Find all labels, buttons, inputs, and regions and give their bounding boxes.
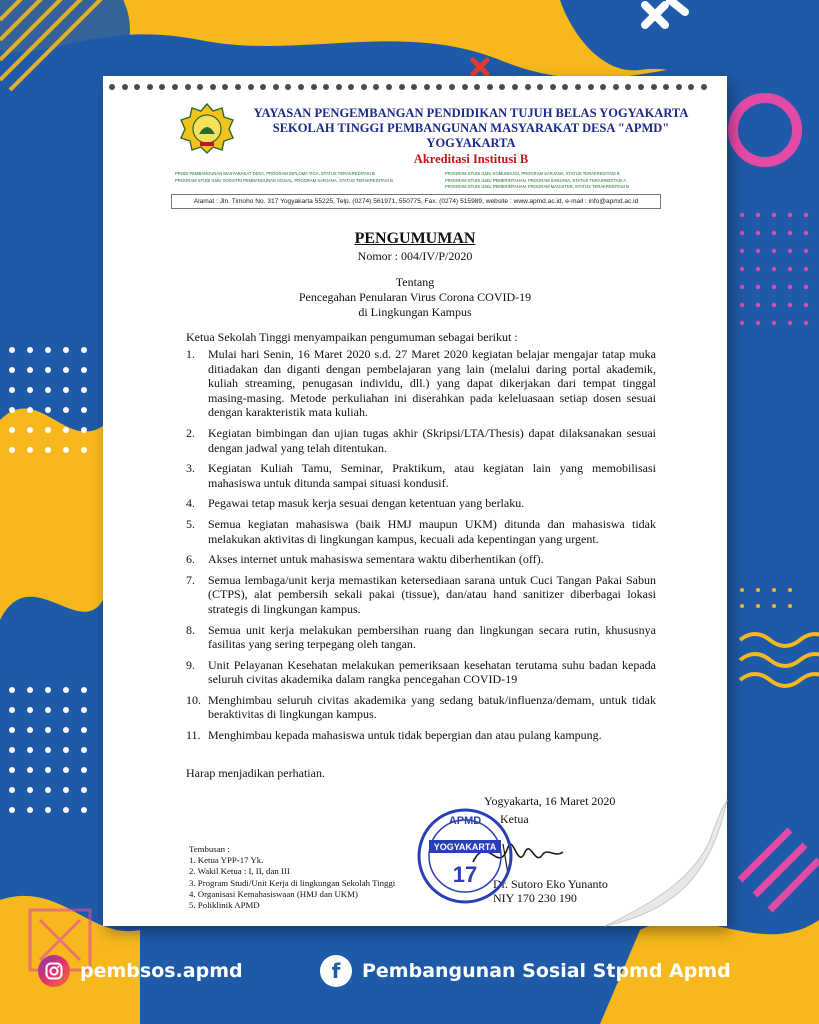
binder-ring: [562, 84, 568, 90]
cc-list: [189, 844, 395, 911]
binder-ring: [361, 84, 367, 90]
list-item: 11. Menghimbau kepada mahasiswa untuk tidak bepergian dan atau pulang kampung.: [186, 728, 602, 743]
binder-ring: [613, 84, 619, 90]
binder-ring: [499, 84, 505, 90]
svg-text:YOGYAKARTA: YOGYAKARTA: [433, 842, 497, 852]
binder-ring: [109, 84, 115, 90]
binder-ring: [625, 84, 631, 90]
binder-ring: [575, 84, 581, 90]
school-name: SEKOLAH TINGGI PEMBANGUNAN MASYARAKAT DESA "APMD": [272, 121, 670, 135]
binder-ring: [147, 84, 153, 90]
instagram-icon: [38, 955, 70, 987]
program-item: PROGRAM STUDI ILMU SOSIATRI PEMBANGUNAN SOSIAL, PROGRAM SARJANA, STATUS TERAKREDITASI B: [175, 177, 393, 183]
program-item: PROGRAM STUDI ILMU PEMERINTAHAN, PROGRAM SARJANA, STATUS TERAKREDITASI A: [445, 177, 627, 183]
cc-label: Tembusan :: [189, 844, 230, 854]
binder-ring: [512, 84, 518, 90]
binder-ring: [386, 84, 392, 90]
binder-ring: [424, 84, 430, 90]
binder-ring: [663, 84, 669, 90]
closing-text: Harap menjadikan perhatian.: [186, 766, 325, 780]
about-line-1: Pencegahan Penularan Virus Corona COVID-19: [298, 290, 532, 304]
binder-ring: [588, 84, 594, 90]
svg-text:APMD: APMD: [448, 815, 482, 827]
binder-ring: [172, 84, 178, 90]
program-item: PRODI PEMBANGUNAN MASYARAKAT DESA, PROGRAM DIPLOMA TIGA, STATUS TERAKREDITASI B: [175, 171, 375, 176]
binder-ring: [638, 84, 644, 90]
binder-ring: [676, 84, 682, 90]
cc-item: 4. Organisasi Kemahasiswaan (HMJ dan UKM): [189, 888, 358, 899]
list-item: 10. Menghimbau seluruh civitas akademika yang sedang batuk/influenza/demam, untuk tidak beraktivitas di lingkungan kampus.: [186, 692, 656, 722]
binder-ring: [159, 84, 165, 90]
program-item: PROGRAM STUDI ILMU PEMERINTAHAN, PROGRAM MAGISTER, STATUS TERAKREDITASI B: [445, 184, 629, 189]
binder-ring: [285, 84, 291, 90]
official-stamp: [415, 806, 515, 906]
announcement-list: [186, 347, 656, 749]
accreditation: Akreditasi Institusi B: [413, 152, 529, 166]
list-item: 1. Mulai hari Senin, 16 Maret 2020 s.d. 27 Maret 2020 kegiatan belajar mengajar tatap muka ditiadakan dan diganti dengan pembelajaran yang lain (melalui daring portal akademik, kuliah streaming, penugasan individu, dll.) yang dapat dikerjakan dari tempat tinggal masing-masing. Metode perkuliahan ini diserahkan pada keleluasaan setiap dosen sesuai dengan karakteristik mata kuliah.: [186, 347, 656, 420]
binder-ring: [134, 84, 140, 90]
binder-ring: [323, 84, 329, 90]
binder-ring: [273, 84, 279, 90]
binder-ring: [474, 84, 480, 90]
signer-nip: NIY 170 230 190: [493, 891, 577, 905]
signer-name: Dr. Sutoro Eko Yunanto: [493, 877, 608, 891]
apmd-logo: [178, 102, 236, 154]
binder-ring: [701, 84, 707, 90]
binder-ring: [210, 84, 216, 90]
binder-ring: [298, 84, 304, 90]
document-number: Nomor : 004/IV/P/2020: [357, 249, 473, 263]
binder-ring: [185, 84, 191, 90]
binder-ring: [399, 84, 405, 90]
list-item: 8. Semua unit kerja melakukan pembersihan ruang dan lingkungan secara rutin, khususnya fasilitas yang sering terpegang oleh tangan.: [186, 622, 656, 652]
document-title: PENGUMUMAN: [354, 230, 476, 247]
binder-ring: [436, 84, 442, 90]
cc-item: 1. Ketua YPP-17 Yk.: [189, 855, 264, 866]
binder-ring: [348, 84, 354, 90]
binder-ring: [248, 84, 254, 90]
position-title: Ketua: [500, 812, 529, 826]
place-date: Yogyakarta, 16 Maret 2020: [484, 794, 616, 808]
binder-ring: [373, 84, 379, 90]
cc-item: 3. Program Studi/Unit Kerja di lingkungan Sekolah Tinggi: [189, 877, 396, 888]
binder-ring: [525, 84, 531, 90]
cc-item: 5. Poliklinik APMD: [189, 900, 260, 911]
about-line-2: di Lingkungan Kampus: [358, 305, 472, 319]
list-item: 3. Kegiatan Kuliah Tamu, Seminar, Praktikum, atau kegiatan lain yang memobilisasi mahasiswa untuk ditunda sampai situasi kondusif.: [186, 461, 656, 490]
binder-ring: [651, 84, 657, 90]
binder-ring: [235, 84, 241, 90]
list-item: 4. Pegawai tetap masuk kerja sesuai dengan ketentuan yang berlaku.: [186, 496, 525, 511]
intro-text: Ketua Sekolah Tinggi menyampaikan pengumuman sebagai berikut :: [186, 330, 518, 344]
facebook-page[interactable]: [320, 955, 731, 987]
binder-ring: [122, 84, 128, 90]
binder-ring: [462, 84, 468, 90]
list-item: 7. Semua lembaga/unit kerja memastikan ketersediaan sarana untuk Cuci Tangan Pakai Sabun (CTPS), alat pembersih sekali pakai (tissue), dan/atau hand sanitizer diberbagai lokasi strategis di lingkungan kampus.: [186, 572, 656, 616]
binder-ring: [487, 84, 493, 90]
binder-rings: [109, 84, 707, 90]
program-item: PROGRAM STUDI ILMU KOMUNIKASI, PROGRAM SARJANA, STATUS TERAKREDITASI B: [445, 171, 620, 176]
list-item: 2. Kegiatan bimbingan dan ujian tugas akhir (Skripsi/LTA/Thesis) dapat dilaksanakan sesuai dengan jadwal yang telah ditentukan.: [186, 425, 656, 455]
instagram-handle[interactable]: [38, 955, 243, 987]
binder-ring: [197, 84, 203, 90]
binder-ring: [336, 84, 342, 90]
facebook-label: Pembangunan Sosial Stpmd Apmd: [362, 960, 731, 982]
binder-ring: [550, 84, 556, 90]
binder-ring: [311, 84, 317, 90]
list-item: 9. Unit Pelayanan Kesehatan melakukan pemeriksaan kesehatan terutama suhu badan kepada seluruh civitas akademika dalam rangka pencegahan COVID-19: [186, 657, 656, 687]
binder-ring: [688, 84, 694, 90]
city-name: YOGYAKARTA: [426, 136, 516, 150]
binder-ring: [222, 84, 228, 90]
address-bar: Alamat : Jln. Timoho No. 317 Yogyakarta 55225, Telp. (0274) 561971, 550775, Fax. (0274) 515989, website : www.apmd.ac.id, e-mail : info@apmd.ac.id: [171, 194, 661, 209]
binder-ring: [260, 84, 266, 90]
foundation-name: YAYASAN PENGEMBANGAN PENDIDIKAN TUJUH BELAS YOGYAKARTA: [253, 106, 689, 120]
binder-ring: [411, 84, 417, 90]
page-curl: [600, 780, 730, 930]
instagram-label: pembsos.apmd: [80, 960, 243, 982]
about-label: Tentang: [395, 275, 435, 289]
svg-text:17: 17: [452, 862, 478, 887]
binder-ring: [449, 84, 455, 90]
facebook-icon: f: [320, 955, 352, 987]
cc-item: 2. Wakil Ketua : I, II, dan III: [189, 866, 290, 877]
list-item: 5. Semua kegiatan mahasiswa (baik HMJ maupun UKM) ditunda dan mahasiswa tidak melakukan aktivitas di lingkungan kampus, kecuali ada kepentingan yang urgent.: [186, 516, 656, 546]
binder-ring: [600, 84, 606, 90]
list-item: 6. Akses internet untuk mahasiswa sementara waktu diberhentikan (off).: [186, 552, 544, 567]
binder-ring: [537, 84, 543, 90]
programs-left: [175, 171, 393, 184]
programs-right: [445, 171, 629, 191]
